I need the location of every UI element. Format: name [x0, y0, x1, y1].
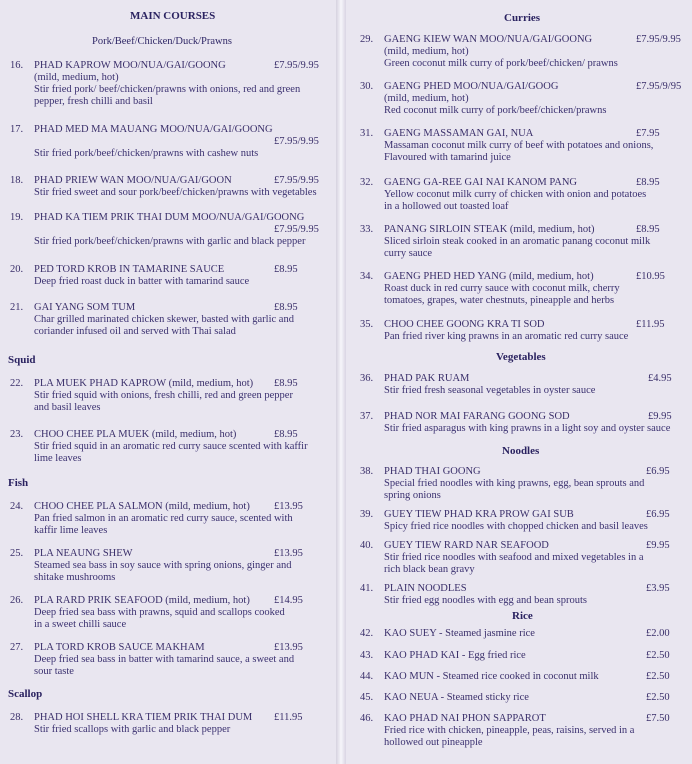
menu-item-number: 33. [360, 224, 374, 235]
menu-item-price: £6.95 [646, 466, 670, 477]
menu-item [360, 540, 690, 576]
menu-item-description: Fried rice with chicken, pineapple, peas, raisins, served in a hollowed out pineapple [384, 725, 635, 748]
menu-item-description: Char grilled marinated chicken skewer, basted with garlic and coriander infused oil and served with Thai salad [34, 314, 294, 337]
menu-item-number: 39. [360, 509, 374, 520]
menu-item-number: 20. [10, 264, 24, 275]
menu-item-description: Stir fried rice noodles with seafood and mixed vegetables in a rich black bean gravy [384, 552, 644, 575]
menu-item-number: 38. [360, 466, 374, 477]
menu-item-description: Steamed sea bass in soy sauce with spring onions, ginger and shitake mushrooms [34, 560, 292, 583]
menu-item-price: £3.95 [646, 583, 670, 594]
menu-item-name: CHOO CHEE PLA MUEK (mild, medium, hot) [34, 429, 237, 440]
menu-item-number: 18. [10, 175, 24, 186]
menu-item-name: PANANG SIRLOIN STEAK (mild, medium, hot) [384, 224, 595, 235]
page-fold [336, 0, 346, 764]
menu-item-description: Stir fried scallops with garlic and black pepper [34, 724, 231, 735]
menu-item-title [360, 411, 690, 423]
menu-item-description: Massaman coconut milk curry of beef with potatoes and onions, Flavoured with tamarind juice [384, 140, 654, 163]
menu-item-description: Yellow coconut milk curry of chicken with onion and potatoes in a hollowed out toasted loaf [384, 189, 647, 212]
menu-item-name: GAENG PHED MOO/NUA/GAI/GOOG [384, 81, 559, 92]
menu-item-description: Stir fried squid in an aromatic red curry sauce scented with kaffir lime leaves [34, 441, 308, 464]
menu-item-price: £14.95 [274, 595, 303, 606]
menu-item-price: £7.95/9.95 [274, 60, 319, 71]
menu-item-title [360, 713, 690, 725]
menu-item-description: Stir fried sweet and sour pork/beef/chicken/prawns with vegetables [34, 187, 317, 198]
menu-item-price: £8.95 [274, 264, 298, 275]
rice-heading: Rice [512, 610, 533, 622]
menu-item-title [360, 650, 690, 662]
menu-item-description: Pan fried salmon in an aromatic red curry sauce, scented with kaffir lime leaves [34, 513, 293, 536]
menu-item-number: 30. [360, 81, 374, 92]
menu-item-name: KAO MUN - Steamed rice cooked in coconut milk [384, 671, 599, 682]
menu-item [10, 302, 332, 338]
menu-item-price: £8.95 [274, 302, 298, 313]
menu-item-price: £2.00 [646, 628, 670, 639]
menu-item-number: 35. [360, 319, 374, 330]
menu-item-name: GUEY TIEW PHAD KRA PROW GAI SUB [384, 509, 574, 520]
menu-item [360, 650, 690, 662]
menu-item-name: PHAD PRIEW WAN MOO/NUA/GAI/GOON [34, 175, 232, 186]
menu-item-price: £8.95 [636, 177, 660, 188]
menu-item-name: PLA RARD PRIK SEAFOOD (mild, medium, hot) [34, 595, 250, 606]
menu-item [10, 429, 332, 465]
menu-item-price: £11.95 [274, 712, 303, 723]
menu-item [10, 548, 332, 584]
menu-item-name: PLA TORD KROB SAUCE MAKHAM [34, 642, 205, 653]
menu-item-description: (mild, medium, hot) Stir fried pork/ beef/chicken/prawns with onions, red and green pepper, fresh chilli and basil [34, 72, 301, 107]
squid-heading: Squid [8, 354, 36, 366]
menu-item-name: PHAD PAK RUAM [384, 373, 470, 384]
menu-item [360, 319, 690, 343]
menu-item-price: £11.95 [636, 319, 665, 330]
menu-item-description: Roast duck in red curry sauce with coconut milk, cherry tomatoes, grapes, water chestnuts, pineapple and herbs [384, 283, 620, 306]
menu-item-description: Stir fried fresh seasonal vegetables in oyster sauce [384, 385, 596, 396]
menu-item-price: £7.95/9.95 [274, 175, 319, 186]
menu-item [10, 212, 332, 248]
menu-item-name: GAENG MASSAMAN GAI, NUA [384, 128, 534, 139]
menu-item-number: 19. [10, 212, 24, 223]
menu-item [360, 373, 690, 397]
menu-item-price: £10.95 [636, 271, 665, 282]
menu-item [360, 224, 690, 260]
menu-item-title [360, 466, 690, 478]
menu-item-description: Deep fried sea bass with prawns, squid and scallops cooked in a sweet chilli sauce [34, 607, 285, 630]
menu-item-number: 24. [10, 501, 24, 512]
menu-item-number: 43. [360, 650, 374, 661]
menu-item-name: PLA NEAUNG SHEW [34, 548, 133, 559]
menu-item-description: Spicy fried rice noodles with chopped chicken and basil leaves [384, 521, 648, 532]
menu-item-name: PHAD MED MA MAUANG MOO/NUA/GAI/GOONG [34, 124, 273, 135]
menu-item-price: £4.95 [648, 373, 672, 384]
menu-item-name: PED TORD KROB IN TAMARINE SAUCE [34, 264, 225, 275]
menu-item-price: £13.95 [274, 642, 303, 653]
menu-item-number: 26. [10, 595, 24, 606]
menu-item-title [10, 212, 332, 224]
menu-item-price: £7.95/9.95 [636, 34, 681, 45]
vegetables-heading: Vegetables [496, 351, 546, 363]
menu-item-name: KAO PHAD NAI PHON SAPPAROT [384, 713, 546, 724]
menu-item [10, 501, 332, 537]
menu-item-number: 21. [10, 302, 24, 313]
menu-item-number: 34. [360, 271, 374, 282]
menu-item-name: KAO SUEY - Steamed jasmine rice [384, 628, 535, 639]
menu-item-price: £7.95/9.95 [274, 136, 319, 147]
menu-item-name: PLA MUEK PHAD KAPROW (mild, medium, hot) [34, 378, 254, 389]
menu-item-description: (mild, medium, hot) Green coconut milk curry of pork/beef/chicken/ prawns [384, 46, 618, 69]
menu-item-price: £13.95 [274, 501, 303, 512]
menu-item-title [360, 583, 690, 595]
menu-item-description: Stir fried squid with onions, fresh chilli, red and green pepper and basil leaves [34, 390, 293, 413]
menu-item-name: KAO NEUA - Steamed sticky rice [384, 692, 529, 703]
menu-item-number: 28. [10, 712, 24, 723]
menu-item-name: PHAD KAPROW MOO/NUA/GAI/GOONG [34, 60, 226, 71]
menu-item-number: 29. [360, 34, 374, 45]
menu-item-name: GAENG KIEW WAN MOO/NUA/GAI/GOONG [384, 34, 593, 45]
menu-item-description: (mild, medium, hot) Red coconut milk curry of pork/beef/chicken/prawns [384, 93, 607, 116]
menu-item [360, 466, 690, 502]
menu-item-number: 32. [360, 177, 374, 188]
menu-item [360, 34, 690, 70]
menu-item-price: £13.95 [274, 548, 303, 559]
menu-item [360, 713, 690, 749]
menu-item-name: GAENG PHED HED YANG (mild, medium, hot) [384, 271, 594, 282]
menu-item-number: 45. [360, 692, 374, 703]
menu-item [360, 411, 690, 435]
menu-item-title [360, 540, 690, 552]
menu-item [10, 712, 332, 736]
menu-item-number: 23. [10, 429, 24, 440]
menu-item-name: PLAIN NOODLES [384, 583, 467, 594]
menu-item-name: PHAD NOR MAI FARANG GOONG SOD [384, 411, 570, 422]
menu-item-title [360, 692, 690, 704]
menu-item-number: 27. [10, 642, 24, 653]
menu-item [10, 264, 332, 288]
menu-item [10, 595, 332, 631]
curries-heading: Curries [504, 12, 541, 24]
menu-item [360, 509, 690, 533]
menu-item-name: PHAD KA TIEM PRIK THAI DUM MOO/NUA/GAI/GOONG [34, 212, 305, 223]
menu-item-number: 41. [360, 583, 374, 594]
menu-item-price: £7.95 [636, 128, 660, 139]
menu-item-title [360, 671, 690, 683]
menu-item-name: PHAD HOI SHELL KRA TIEM PRIK THAI DUM [34, 712, 253, 723]
menu-item-number: 44. [360, 671, 374, 682]
menu-item [10, 642, 332, 678]
main-courses-heading: MAIN COURSES [130, 10, 216, 22]
menu-item-title [360, 373, 690, 385]
menu-item-number: 40. [360, 540, 374, 551]
menu-item-description: Deep fried roast duck in batter with tamarind sauce [34, 276, 250, 287]
menu-item-name: KAO PHAD KAI - Egg fried rice [384, 650, 526, 661]
menu-item [360, 692, 690, 704]
menu-item-number: 16. [10, 60, 24, 71]
fish-heading: Fish [8, 477, 29, 489]
menu-item [10, 60, 332, 108]
menu-item-description: Stir fried pork/beef/chicken/prawns with cashew nuts [34, 148, 259, 159]
menu-item-name: CHOO CHEE GOONG KRA TI SOD [384, 319, 545, 330]
menu-item [360, 271, 690, 307]
menu-item [360, 81, 690, 117]
menu-item-price: £6.95 [646, 509, 670, 520]
menu-item-name: GAENG GA-REE GAI NAI KANOM PANG [384, 177, 577, 188]
menu-item-price: £8.95 [636, 224, 660, 235]
menu-item-title [360, 628, 690, 640]
menu-item-description: Deep fried sea bass in batter with tamarind sauce, a sweet and sour taste [34, 654, 295, 677]
menu-item-number: 46. [360, 713, 374, 724]
menu-item-price: £7.50 [646, 713, 670, 724]
noodles-heading: Noodles [502, 445, 540, 457]
menu-item-number: 31. [360, 128, 374, 139]
menu-item-description: Stir fried asparagus with king prawns in a light soy and oyster sauce [384, 423, 671, 434]
menu-item-name: GAI YANG SOM TUM [34, 302, 136, 313]
menu-item-description: Pan fried river king prawns in an aromatic red curry sauce [384, 331, 629, 342]
menu-item-number: 37. [360, 411, 374, 422]
menu-item-name: GUEY TIEW RARD NAR SEAFOOD [384, 540, 549, 551]
menu-item-price: £9.95 [648, 411, 672, 422]
menu-item-number: 25. [10, 548, 24, 559]
menu-item [10, 124, 332, 160]
menu-item [360, 128, 690, 164]
menu-item-number: 22. [10, 378, 24, 389]
menu-item-name: CHOO CHEE PLA SALMON (mild, medium, hot) [34, 501, 250, 512]
menu-item-price: £8.95 [274, 378, 298, 389]
menu-item-price: £7.95/9.95 [274, 224, 319, 235]
menu-item [10, 175, 332, 199]
menu-item-description: Sliced sirloin steak cooked in an aromatic panang coconut milk curry sauce [384, 236, 651, 259]
menu-item-description: Stir fried egg noodles with egg and bean sprouts [384, 595, 587, 606]
menu-item-price: £9.95 [646, 540, 670, 551]
menu-item [360, 177, 690, 213]
menu-item-price: £2.50 [646, 650, 670, 661]
menu-item-title [10, 124, 332, 136]
menu-item-number: 42. [360, 628, 374, 639]
menu-item-name: PHAD THAI GOONG [384, 466, 481, 477]
menu-item-description: Special fried noodles with king prawns, egg, bean sprouts and spring onions [384, 478, 645, 501]
menu-item-price: £2.50 [646, 671, 670, 682]
menu-item-price: £7.95/9/95 [636, 81, 682, 92]
menu-item [360, 671, 690, 683]
menu-item [360, 628, 690, 640]
main-courses-subheading: Pork/Beef/Chicken/Duck/Prawns [92, 36, 232, 47]
scallop-heading: Scallop [8, 688, 43, 700]
menu-item-price: £2.50 [646, 692, 670, 703]
menu-item-price: £8.95 [274, 429, 298, 440]
menu-item-description: Stir fried pork/beef/chicken/prawns with garlic and black pepper [34, 236, 306, 247]
menu-item-number: 36. [360, 373, 374, 384]
menu-item [360, 583, 690, 607]
menu-item-number: 17. [10, 124, 24, 135]
menu-item-title [360, 509, 690, 521]
menu-item [10, 378, 332, 414]
